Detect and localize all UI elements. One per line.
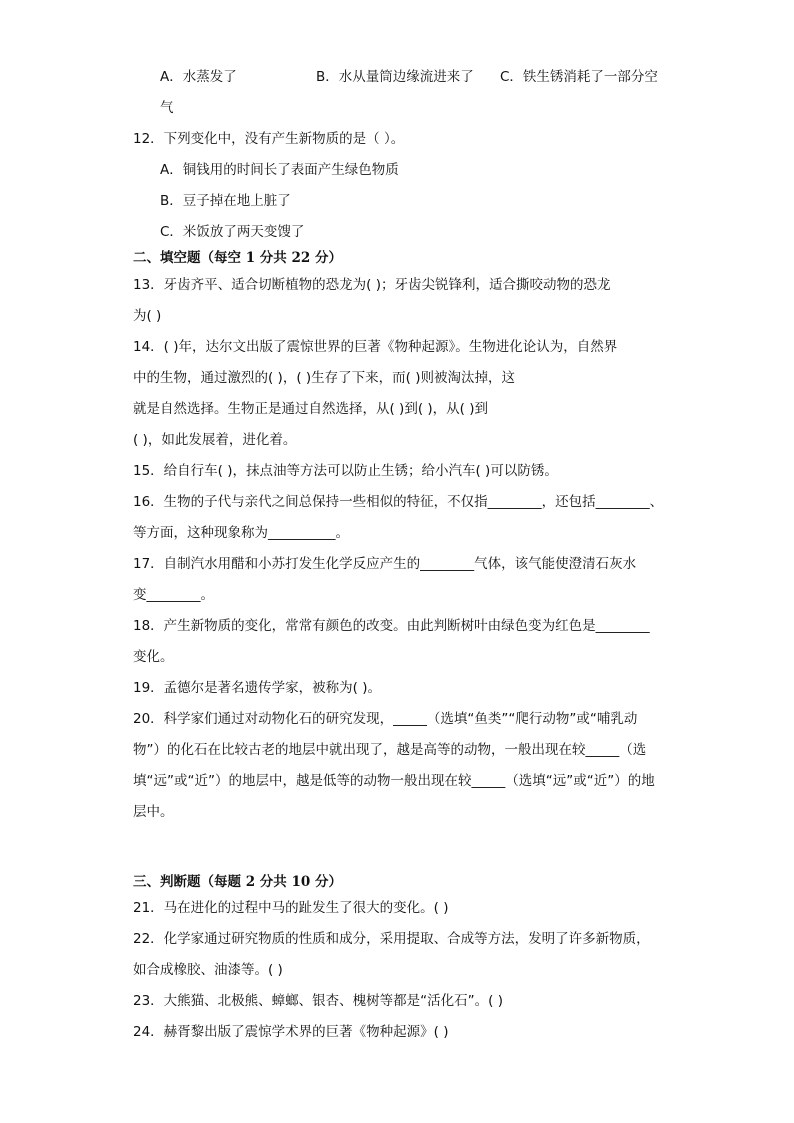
q20-line2: 物”）的化石在比较古老的地层中就出现了，越是高等的动物，一般出现在较_____（选	[133, 742, 647, 758]
q16-line2: 等方面，这种现象称为__________。	[133, 525, 349, 541]
q14-line2: 中的生物，通过激烈的( )，( )生存了下来，而( )则被淘汰掉，这	[133, 370, 515, 386]
q15-line1: 15．给自行车( )，抹点油等方法可以防止生锈；给小汽车( )可以防锈。	[133, 463, 558, 479]
q11-option-a: A．水蒸发了	[160, 69, 237, 85]
q20-line4: 层中。	[133, 804, 174, 820]
q14-line3: 就是自然选择。生物正是通过自然选择，从( )到( )，从( )到	[133, 401, 488, 417]
q11-option-c: C．铁生锈消耗了一部分空	[500, 69, 658, 85]
q21-line1: 21．马在进化的过程中马的趾发生了很大的变化。( )	[133, 900, 449, 916]
q20-line3: 填“远”或“近”）的地层中，越是低等的动物一般出现在较_____（选填“远”或“近”）的地	[133, 773, 655, 789]
q14-line4: ( )，如此发展着，进化着。	[133, 432, 297, 448]
q12-option-b: B．豆子掉在地上脏了	[160, 193, 291, 209]
q11-option-c-cont: 气	[160, 100, 174, 116]
q14-line1: 14．( )年，达尔文出版了震惊世界的巨著《物种起源》。生物进化论认为，自然界	[133, 339, 618, 355]
q17-line1: 17．自制汽水用醋和小苏打发生化学反应产生的________气体，该气能使澄清石灰水	[133, 556, 637, 572]
q19-line1: 19．孟德尔是著名遗传学家，被称为( )。	[133, 680, 382, 696]
q13-line2: 为( )	[133, 308, 162, 324]
q12-option-a: A．铜钱用的时间长了表面产生绿色物质	[160, 162, 399, 178]
q22-line2: 如合成橡胶、油漆等。( )	[133, 962, 283, 978]
q18-line1: 18．产生新物质的变化，常常有颜色的改变。由此判断树叶由绿色变为红色是________	[133, 618, 650, 634]
q22-line1: 22．化学家通过研究物质的性质和成分，采用提取、合成等方法，发明了许多新物质，	[133, 931, 650, 947]
q12-stem: 12．下列变化中，没有产生新物质的是（ ）。	[133, 131, 405, 147]
q23-line1: 23．大熊猫、北极熊、蟑螂、银杏、槐树等都是“活化石”。( )	[133, 993, 503, 1009]
q12-option-c: C．米饭放了两天变馊了	[160, 224, 305, 240]
section2-title: 二、填空题（每空 1 分共 22 分）	[133, 250, 342, 266]
q11-option-b: B．水从量筒边缘流进来了	[316, 69, 474, 85]
section3-title: 三、判断题（每题 2 分共 10 分）	[133, 874, 342, 890]
q24-line1: 24．赫胥黎出版了震惊学术界的巨著《物种起源》( )	[133, 1024, 449, 1040]
q17-line2: 变________。	[133, 587, 214, 603]
q20-line1: 20．科学家们通过对动物化石的研究发现，_____（选填“鱼类”“爬行动物”或“哺乳动	[133, 711, 638, 727]
q16-line1: 16．生物的子代与亲代之间总保持一些相似的特征，不仅指________，还包括________、	[133, 494, 664, 510]
q13-line1: 13．牙齿齐平、适合切断植物的恐龙为( )；牙齿尖锐锋利，适合撕咬动物的恐龙	[133, 277, 611, 293]
q18-line2: 变化。	[133, 649, 174, 665]
